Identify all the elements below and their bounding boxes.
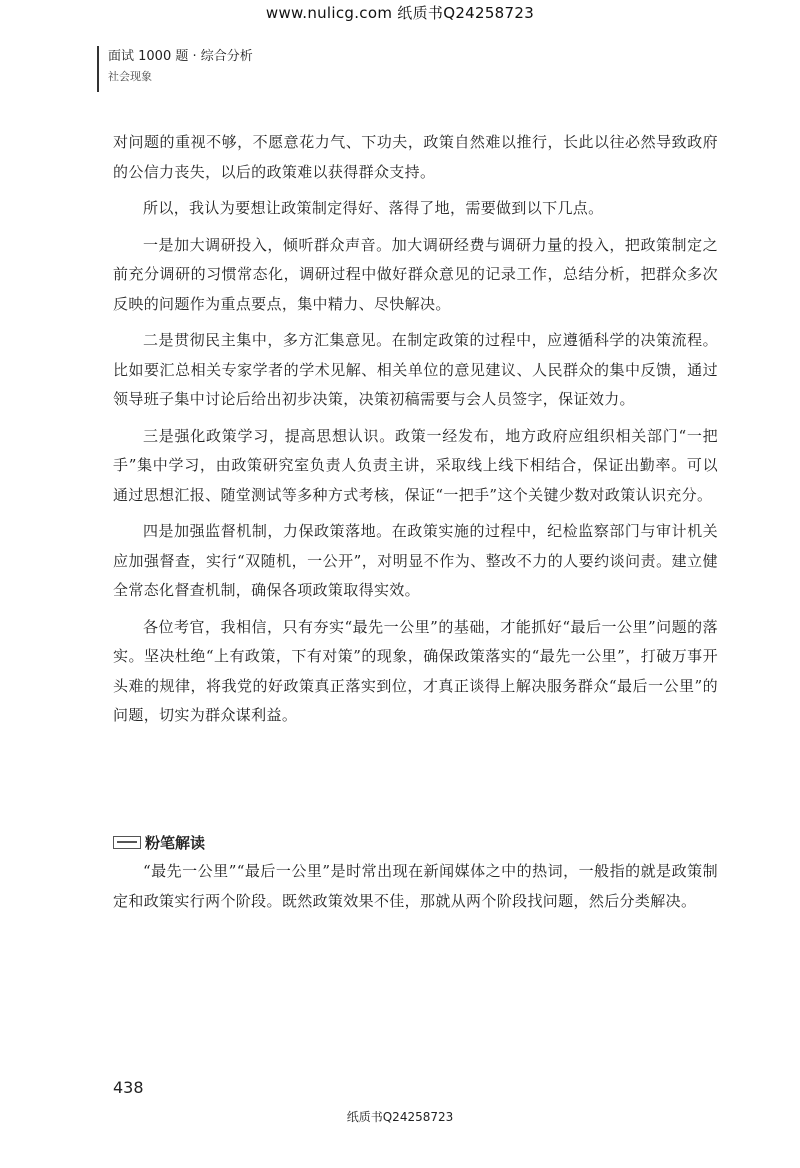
paragraph-5: 三是强化政策学习，提高思想认识。政策一经发布，地方政府应组织相关部门“一把手”集中学习，由政策研究室负责人负责主讲，采取线上线下相结合，保证出勤率。可以通过思想汇报、随堂测试等多种方式考核，保证“一把手”这个关键少数对政策认识充分。 — [113, 426, 718, 504]
top-watermark: www.nulicg.com 纸质书Q24258723 — [265, 4, 535, 22]
chalk-icon — [113, 836, 141, 849]
analysis-body — [113, 857, 718, 923]
header-divider — [97, 46, 99, 92]
analysis-heading-label: 粉笔解读 — [145, 834, 206, 852]
paragraph-6: 四是加强监督机制，力保政策落地。在政策实施的过程中，纪检监察部门与审计机关应加强督查，实行“双随机，一公开”，对明显不作为、整改不力的人要约谈问责。建立健全常态化督查机制，确保各项政策取得实效。 — [113, 522, 718, 599]
running-header-subtitle: 社会现象 — [108, 70, 152, 83]
bottom-watermark: 纸质书Q24258723 — [346, 1110, 454, 1124]
analysis-paragraph: “最先一公里”“最后一公里”是时常出现在新闻媒体之中的热词，一般指的就是政策制定和政策实行两个阶段。既然政策效果不佳，那就从两个阶段找问题，然后分类解决。 — [113, 862, 718, 910]
page-number: 438 — [113, 1078, 144, 1097]
analysis-heading — [113, 832, 205, 853]
paragraph-1: 对问题的重视不够，不愿意花力气、下功夫，政策自然难以推行，长此以往必然导致政府的公信力丧失，以后的政策难以获得群众支持。 — [113, 133, 718, 181]
main-body-text — [113, 128, 718, 738]
paragraph-7: 各位考官，我相信，只有夯实“最先一公里”的基础，才能抓好“最后一公里”问题的落实。坚决杜绝“上有政策，下有对策”的现象，确保政策落实的“最先一公里”，打破万事开头难的规律，将我党的好政策真正落实到位，才真正谈得上解决服务群众“最后一公里”的问题，切实为群众谋利益。 — [113, 617, 718, 724]
paragraph-4: 二是贯彻民主集中，多方汇集意见。在制定政策的过程中，应遵循科学的决策流程。比如要汇总相关专家学者的学术见解、相关单位的意见建议、人民群众的集中反馈，通过领导班子集中讨论后给出初步决策，决策初稿需要与会人员签字，保证效力。 — [113, 331, 718, 408]
paragraph-2: 所以，我认为要想让政策制定得好、落得了地，需要做到以下几点。 — [143, 199, 604, 217]
paragraph-3: 一是加大调研投入，倾听群众声音。加大调研经费与调研力量的投入，把政策制定之前充分调研的习惯常态化，调研过程中做好群众意见的记录工作，总结分析，把群众多次反映的问题作为重点要点，集中精力、尽快解决。 — [113, 235, 718, 313]
running-header-title: 面试 1000 题 · 综合分析 — [108, 49, 253, 64]
